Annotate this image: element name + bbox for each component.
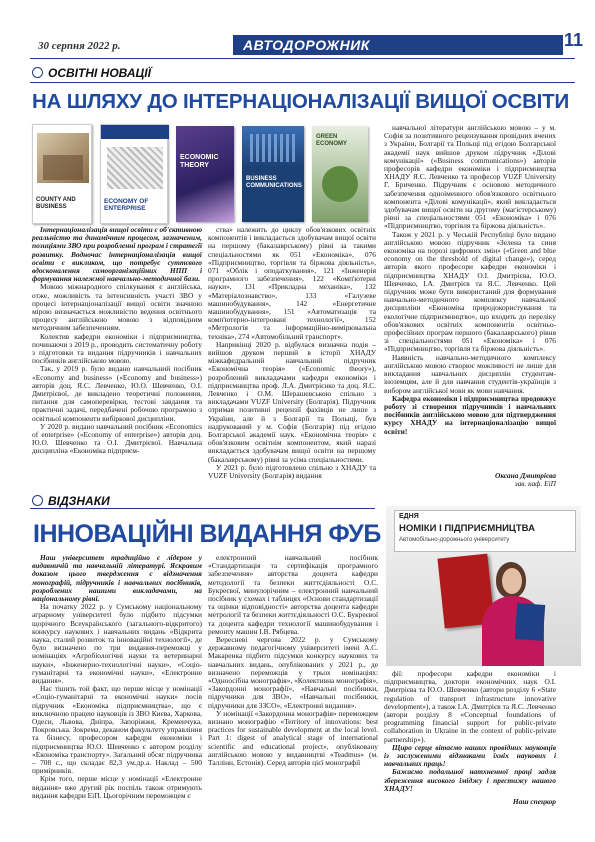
paragraph: Крім того, перше місце у номінації «Електронне видання» вже другий рік поспіль також отримують видання кафедри ЕіП. Цьогорічним переможцем є: [32, 774, 202, 800]
banner-text: НОМІКИ І ПІДПРИЄМНИЦТВА: [399, 523, 535, 534]
article2-column-1: [32, 554, 202, 804]
paragraph: Вересневі чергова 2022 р. у Сумському державному педагогічному університеті імені А.С. Макаренка підбито підсумки конкурсу наукових та навчальних видань, опублікованих у 2021 р., де визначено переможців у трьох номінаціях: «Одноосібна монографія», «Колективна монографія», «Закордонні монографії», «Навчальні посібники, підручники для ЗВО», «Навчальні посібники, підручники для ЗЗСО», «Електронні видання».: [208, 635, 378, 710]
headline-internationalization: НА ШЛЯХУ ДО ІНТЕРНАЦІОНАЛІЗАЦІЇ ВИЩОЇ ОСВІТИ: [32, 90, 570, 113]
book-cover-economic-theory: [176, 126, 234, 222]
book-cover-business-communications: [242, 126, 304, 222]
paragraph: фії: професори кафедри економіки і підприємництва, доктори економічних наук О.І. Дмитрієва та Ю.О. Шевченко (автори розділу 6 «State regulation of transport infrastructure innovative development»), а також І.А. Дмитрієв та Я.С. Левченко (автори розділу 8 «Conceptual foundations of programming financial support for public-private collaboration in Ukraine in the context of public-private partnership»).: [384, 669, 556, 744]
section-label-education: [32, 66, 151, 80]
book-title: COUNTY AND BUSINESS: [36, 197, 76, 210]
article1-column-3: [384, 124, 556, 468]
section-rule: [30, 508, 375, 509]
signature-role: зав. каф. ЕіП: [514, 479, 556, 489]
person-face: [502, 568, 522, 594]
paragraph: Інтернаціоналізація вищої освіти є об'єктивною реальністю та динамічним процесом, зазначеним, позиціями ЗВО при розробленні програм і стратегії розвитку. Водночас інтернаціоналізація вищої освіти є викликом, що потребує суттєвого вдосконалення самоорганізаційних НПП і формування належної навчально-методичної бази.: [32, 225, 202, 284]
masthead: АВТОДОРОЖНИК: [233, 35, 563, 55]
page-number: 11: [563, 30, 583, 50]
signature: Наш спецкор: [512, 797, 556, 806]
circle-bullet-icon: [32, 67, 43, 78]
paragraph: Наш університет традиційно є лідером у видавничій та навчальній літературі. Яскравим доказом цього твердження є відзначення монографій, підручників і навчальних посібників, розроблених нашими викладачами, на національному рівні.: [32, 553, 202, 604]
paragraph: У 2021 р. було підготовлено спільно з ХНАДУ та VUZF University (Болгарія) видання: [208, 462, 376, 481]
paragraph: Бажаємо подальшої натхненної праці задля збереження високого іміджу і престижу нашого ХНАДУ!: [384, 767, 556, 793]
paragraph: навчальної літератури англійською мовою – у м. Софія за позитивного рецензування провідних вчених з України, Болгарії та Польщі під егідою Болгарської академії наук вийшов друком підручник «Ділові комунікації» («Business communications») авторів професорів кафедри економіки і підприємництва ХНАДУ Я.С. Левченко та професор VUZF University Г. Бриченко. Підручник є основою методичного забезпечення одноіменного обов'язкового освітнього компонента «Ділові комунікації», який викладається здобувачам вищої освіти на другому (магістерському) рівні за спеціальностями 051 «Економіка» і 076 «Підприємництво, торгівля та біржова діяльність».: [384, 123, 556, 231]
paragraph: Мовою міжнародного спілкування є англійська, отже, можливість та інтенсивність участі ЗВО у процесі інтернаціоналізації вищої освіти значною мірою визначається можливістю ведення освітнього процесу англійською мовою з відповідним методичним забезпеченням.: [32, 282, 202, 333]
article2-column-2: [208, 554, 378, 804]
signature-name: Оксана Дмитрієва: [495, 471, 556, 480]
banner-text: Автомобільно-дорожнього університету: [399, 537, 510, 543]
paragraph: Щиро серце вітаємо наших провідних науковців із заслуженими відзнаками їхніх наукових і навчальних праць!: [384, 742, 556, 769]
article2-signature: [384, 798, 556, 808]
section-label-text: ОСВІТНІ НОВАЦІЇ: [48, 66, 151, 80]
article1-signature: [384, 472, 556, 492]
book-cover-economy-enterprise: [100, 124, 168, 224]
book-cover-green-economy: [312, 126, 368, 222]
paragraph: електронний навчальний посібник «Стандартизація та сертифікація програмного забезпечення» авторства доцента кафедри методології та безпеки життєдіяльності О.С. Букреєвої, минулорічним – електронний навчальний посібник у схемах і таблицях «Основи стандартизації та оцінки відповідності» авторства доцента кафедри метрології та безпеки життєдіяльності О.С. Букреєвої та доцента кафедри технології машинобудування і ремонту машин І.В. Рябцева.: [208, 553, 378, 636]
paragraph: На початку 2022 р. у Сумському національному аграрному університеті було підбито підсумки щорічного Всеукраїнського (загального-відкритого) конкурсу наукових і навчальних видань «Відкрита наука, сталий розвиток та інноваційні технології», де було визначено по три видання-переможці у номінаціях «Агробіологічні науки та ветеринарні науки», «Інженерно-технологічні науки», «Соціо-гуманітарні та економічні науки», «Електронне видання».: [32, 602, 202, 686]
article1-column-2: [208, 225, 376, 481]
book-title: GREEN ECONOMY: [316, 134, 348, 147]
paragraph: У 2020 р. видано навчальний посібник «Economics of enterprise» («Economy of enterprise») авторів доц. Ю.О. Шевченко та О.І. Дмитрієвої. Навчальна дисципліна «Економіка підприєм-: [32, 421, 202, 456]
article2-column-3: [384, 670, 556, 796]
paragraph: У номінації «Закордонна монографія» переможцем визнано монографію «Territory of innovations: best practices for sustainable development at the local level. Part 1: digest of analytical stage of international scientific and educational project», опубліковану англійською мовою у видавництві «Teadmus» (м. Таллінн, Естонія). Серед авторів цієї монографії: [208, 708, 378, 768]
issue-date: 30 серпня 2022 р.: [38, 40, 121, 52]
header-rule: [30, 58, 575, 59]
photo-banner: [394, 510, 576, 552]
section-label-awards: [32, 494, 110, 508]
banner-text: ЕДНЯ: [399, 513, 419, 520]
paragraph: Кафедра економіки і підприємництва продовжує роботу зі створення підручників і навчальних посібників англійською мовою для підтвердження курсу ХНАДУ на інтернаціоналізацію вищої освіти!: [384, 393, 556, 436]
book-title: ECONOMY OF ENTERPRISE: [104, 198, 149, 212]
paragraph: ства» належить до циклу обов'язкових освітніх компонентів і викладається здобувачам вищої освіти на першому (бакалаврському) рівні за такими спеціальностями як 051 «Економіка», 076 «Підприємництво, торгівля та біржова діяльність», 071 «Облік і оподаткування», 121 «Інженерія програмного забезпечення», 122 «Комп'ютерні науки», 131 «Прикладна механіка», 132 «Матеріалознавство», 133 «Галузеве машинобудування», 142 «Енергетичне машинобудування», 151 «Автоматизація та комп'ютерно-інтегровані технології», 152 «Метрологія та інформаційно-вимірювальна техніка», 274 «Автомобільний транспорт».: [208, 225, 376, 341]
paragraph: Наявність навчально-методичного комплексу англійською мовою створює можливості не лише для викладання навчальних дисциплін студентам-іноземцям, але й для навчання студентів-українців з вибором англійської мови як мови навчання.: [384, 352, 556, 395]
circle-bullet-icon: [32, 495, 43, 506]
award-photo: [386, 506, 581, 666]
headline-innovative-editions: ІННОВАЦІЙНІ ВИДАННЯ ФУБ: [33, 520, 381, 548]
section-rule: [30, 82, 575, 83]
book-title: BUSINESS COMMUNICATIONS: [246, 176, 302, 189]
paragraph: Наприкінці 2020 р. відбулася визначна подія – вийшов друком перший в історії ХНАДУ міжкафедральний навчальний підручник «Економічна теорія» («Economic theory»), розроблений викладачами кафедри економіки і підприємництва проф. Л.А. Дмитрієнко та доц. Я.С. Левченко і О.М. Шерашевською спільно з викладачами VUZF University (Болгарія). Підручник отримав позитивні рецензії фахівців не лише з України, але й з Болгарії та Польщі, був надрукований у м. Софія (Болгарія) під егідою Болгарської академії наук. «Економічна теорія» є обов'язковим освітнім компонентом, який наразі викладається здобувачам вищої освіти на першому (бакалаврському) рівні за усіма спеціальностями.: [208, 339, 376, 464]
held-document-icon: [515, 603, 545, 641]
book-cover-county-business: [32, 124, 92, 224]
book-title: ECONOMIC THEORY: [180, 154, 219, 169]
article1-column-1: [32, 226, 202, 470]
paragraph: Колектив кафедри економіки і підприємництва, починаючи з 2019 р., проводить систематичну роботу з підготовки та видання підручників і навчальних посібників англійською мовою.: [32, 331, 202, 366]
paragraph: Також у 2021 р. у Чеській Республіці було видано англійською мовою підручник «Зелена та синя економіка на порозі цифрових змін» («Green and blue economy on the threshold of digital change»), серед авторів якого професори кафедри економіки і підприємництва ХНАДУ О.І. Дмитрієва, Ю.О. Шевченко, І.А. Дмитрієв та Я.С. Левченко. Цей підручник може бути використаний для формування навчально-методичного комплексу навчальної дисципліни «Економіка природокористування та екологічне підприємництво», що входить до переліку обов'язкових освітніх компонентів освітньо-професійних програм першого (бакалаврського) рівня зі спеціальностями 051 «Економіка» і 076 «Підприємництво, торгівля та біржова діяльність».: [384, 229, 556, 354]
section-label-text: ВІДЗНАКИ: [48, 494, 110, 508]
paragraph: Так, у 2019 р. було видано навчальний посібник «Economy and business» («Economy and business») авторів доц. Я.С. Левченко, Ю.О. Шевченко, О.І. Дмитрієвої, де викладено теоретичні положення, питання для самоперевірки, тестові завдання та практичні задачі, передбачені робочою програмою з освітньої компоненти вибіркової дисципліни.: [32, 364, 202, 423]
paragraph: Нас тішить той факт, що перше місце у номінації «Соціо-гуманітарні та економічні науки» посів підручник «Економіка підприємництва», що є виключною працею науковців із ЗВО Києва, Харкова, Одеси, Львова, Дніпра, Запоріжжя, Кременчука, Покровська. Зокрема, деканом факультету управління та бізнесу, професором кафедри економіки і підприємництва Ю.О. Шевченко є автором розділу «Економіка транспорту». Загальний обсяг підручника – 708 с., що складає 82,3 ум.др.а. Наклад – 500 примірників.: [32, 684, 202, 776]
